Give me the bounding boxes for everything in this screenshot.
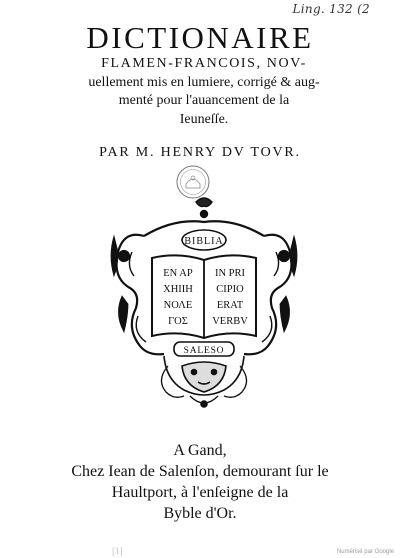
biblia-banner [182, 230, 226, 250]
book-right-line-2: CIPIO [216, 284, 244, 295]
book-right-line-3: ERAT [216, 300, 244, 311]
book-right-line-1: IN PRI [214, 268, 246, 279]
subtitle-line-4: Ieuneſſe. [179, 111, 229, 127]
library-stamp-icon [175, 164, 211, 200]
svg-text:SALESO: SALESO [183, 346, 225, 356]
page-mark: [1] [112, 546, 123, 556]
book-title: DICTIONAIRE [86, 20, 314, 55]
saleso-cartouche [174, 342, 234, 356]
library-shelfmark: Ling. 132 (2 [292, 2, 370, 16]
digitizer-watermark: Numérisé par Google [336, 549, 394, 555]
top-ornament-icon [196, 198, 212, 218]
imprint-city: A Gand, [173, 442, 227, 459]
subtitle [44, 55, 364, 129]
banner-text: BIBLIA [184, 236, 224, 247]
open-book-icon [152, 255, 256, 338]
book-left-line-3: ΝΟΛΕ [163, 300, 193, 311]
author-line: PAR M. HENRY DV TOVR. [99, 145, 301, 160]
imprint-line-2: Chez Iean de Salenſon, demourant ſur le [71, 463, 329, 480]
grotesque-mask-icon [161, 356, 246, 407]
book-left-line-4: ΓΟΣ [168, 316, 188, 327]
imprint [0, 440, 400, 524]
printers-device [104, 196, 304, 410]
subtitle-line-1: FLAMEN-FRANCOIS, NOV- [101, 56, 307, 71]
imprint-line-4: Byble d'Or. [163, 505, 237, 522]
book-right-line-4: VERBV [212, 316, 248, 327]
subtitle-line-3: menté pour l'auancement de la [118, 93, 290, 108]
book-left-line-1: EN AP [163, 268, 193, 279]
subtitle-line-2: uellement mis en lumiere, corrigé & aug- [88, 74, 320, 90]
book-left-line-2: ΧΗΙΙΗ [163, 284, 193, 295]
imprint-line-3: Haultport, à l'enſeigne de la [111, 484, 289, 501]
